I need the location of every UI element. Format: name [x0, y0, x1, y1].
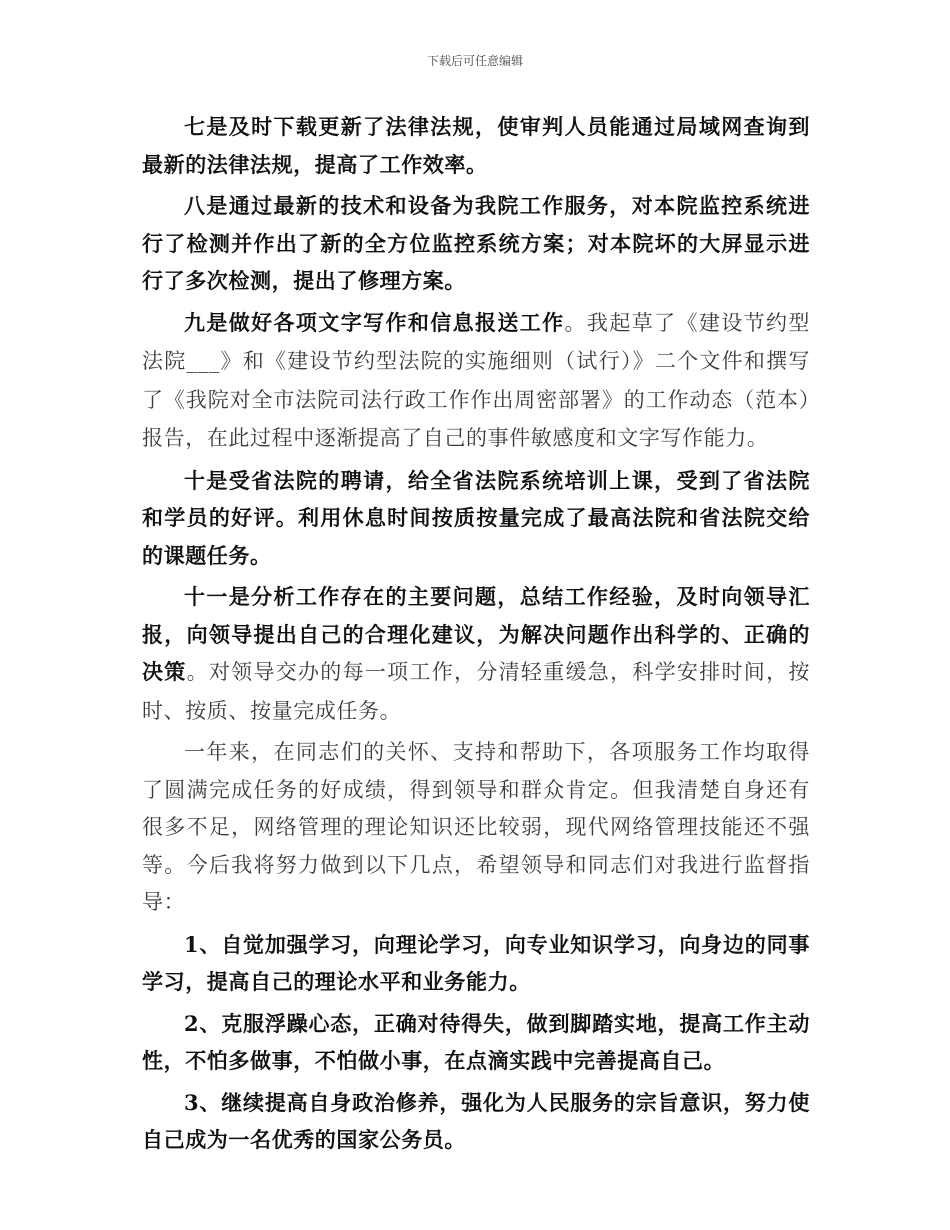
paragraph-normal-text: 。我起草了《建设节约型法院___》和《建设节约型法院的实施细则（试行）》二个文件和撰写了《我院对全市法院司法行政工作作出周密部署》的工作动态（范本）报告，在此过程中逐渐提高了自己的事件敏感度和文字写作能力。: [142, 310, 810, 450]
paragraph-bold-text: 1、自觉加强学习，向理论学习，向专业知识学习，向身边的同事学习，提高自己的理论水平和业务能力。: [142, 931, 810, 994]
paragraph-normal-text: 。对领导交办的每一项工作，分清轻重缓急，科学安排时间，按时、按质、按量完成任务。: [142, 660, 810, 723]
paragraph-summary: [142, 734, 810, 922]
document-body: [142, 108, 810, 1163]
paragraph-item-10: [142, 462, 810, 575]
paragraph-plan-3: [142, 1084, 810, 1159]
paragraph-bold-text: 九是做好各项文字写作和信息报送工作: [184, 309, 565, 335]
paragraph-bold-text: 七是及时下载更新了法律法规，使审判人员能通过局域网查询到最新的法律法规，提高了工作效率。: [142, 114, 810, 177]
page-header: 下载后可任意编辑: [426, 54, 523, 68]
paragraph-normal-text: 一年来，在同志们的关怀、支持和帮助下，各项服务工作均取得了圆满完成任务的好成绩，得到领导和群众肯定。但我清楚自身还有很多不足，网络管理的理论知识还比较弱，现代网络管理技能还不强等。今后我将努力做到以下几点，希望领导和同志们对我进行监督指导：: [142, 740, 810, 914]
paragraph-item-8: [142, 187, 810, 300]
paragraph-bold-text: 3、继续提高自身政治修养，强化为人民服务的宗旨意识，努力使自己成为一名优秀的国家公务员。: [142, 1089, 810, 1152]
paragraph-item-7: [142, 108, 810, 183]
paragraph-plan-1: [142, 926, 810, 1001]
paragraph-plan-2: [142, 1005, 810, 1080]
paragraph-item-9: [142, 304, 810, 458]
paragraph-bold-text: 十一是分析工作存在的主要问题，总结工作经验，及时向领导汇报，向领导提出自己的合理化建议，为解决问题作出科学的、正确的决策: [142, 584, 810, 684]
paragraph-bold-text: 八是通过最新的技术和设备为我院工作服务，对本院监控系统进行了检测并作出了新的全方位监控系统方案；对本院坏的大屏显示进行了多次检测，提出了修理方案。: [142, 193, 810, 293]
paragraph-bold-text: 十是受省法院的聘请，给全省法院系统培训上课，受到了省法院和学员的好评。利用休息时间按质按量完成了最高法院和省法院交给的课题任务。: [142, 467, 810, 568]
paragraph-item-11: [142, 578, 810, 730]
paragraph-bold-text: 2、克服浮躁心态，正确对待得失，做到脚踏实地，提高工作主动性，不怕多做事，不怕做小事，在点滴实践中完善提高自己。: [142, 1010, 810, 1073]
